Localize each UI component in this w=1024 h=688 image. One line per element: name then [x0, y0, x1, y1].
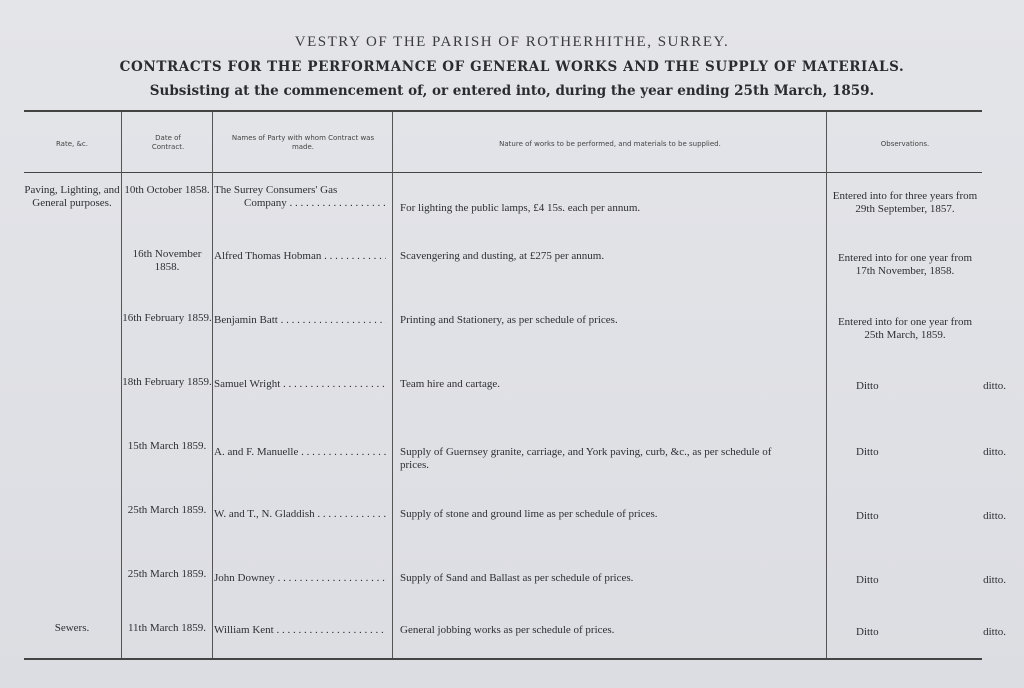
table-cell-rate: Sewers.: [54, 622, 90, 634]
name-line: John Downey: [214, 572, 275, 584]
ditto-text: ditto.: [983, 574, 1006, 586]
table-cell-date: 16th February 1859.: [122, 312, 212, 324]
table-cell-nature: Supply of stone and ground lime as per schedule of prices.: [400, 508, 658, 520]
table-cell-date: 10th October 1858.: [124, 184, 210, 196]
table-cell-nature: Supply of Guernsey granite, carriage, and York paving, curb, &c., as per schedule of prices.: [400, 446, 772, 471]
header-bottom-rule: [24, 172, 982, 173]
table-cell-nature: For lighting the public lamps, £4 15s. each per annum.: [400, 202, 641, 214]
column-header-names: Names of Party with whom Contract was made.: [231, 134, 375, 151]
document-subsisting-line: Subsisting at the commencement of, or entered into, during the year ending 25th March, 1859.: [149, 83, 875, 99]
table-cell-date: 15th March 1859.: [127, 440, 207, 452]
column-header-nature: Nature of works to be performed, and materials to be supplied.: [499, 140, 721, 148]
table-cell-name: [214, 624, 386, 637]
table-cell-date: 16th November 1858.: [132, 248, 202, 273]
ditto-text: Ditto: [856, 380, 879, 392]
table-cell-observations: [830, 626, 1024, 639]
ditto-text: Ditto: [856, 574, 879, 586]
table-cell-name: [214, 314, 386, 327]
table-cell-date: 18th February 1859.: [122, 376, 212, 388]
table-cell-rate: Paving, Lighting, and General purposes.: [24, 184, 120, 209]
table-cell-name: [214, 446, 386, 459]
name-line: A. and F. Manuelle: [214, 446, 299, 458]
table-cell-observations: [830, 574, 1024, 587]
column-divider: [826, 112, 827, 658]
ditto-text: Ditto: [856, 626, 879, 638]
table-cell-nature: Printing and Stationery, as per schedule of prices.: [400, 314, 618, 326]
ditto-text: ditto.: [983, 510, 1006, 522]
name-line: Benjamin Batt: [214, 314, 278, 326]
ditto-text: ditto.: [983, 626, 1006, 638]
table-cell-date: 25th March 1859.: [127, 568, 207, 580]
ditto-text: Ditto: [856, 510, 879, 522]
name-line: W. and T., N. Gladdish: [214, 508, 315, 520]
table-cell-observations: [830, 446, 1024, 459]
table-cell-nature: Scavengering and dusting, at £275 per annum.: [400, 250, 605, 262]
name-line: Samuel Wright: [214, 378, 281, 390]
table-cell-name: [214, 378, 386, 391]
name-line: Company: [244, 197, 287, 209]
column-header-rate: Rate, &c.: [55, 140, 89, 148]
column-header-date: Date of Contract.: [151, 134, 185, 151]
table-cell-observations: Entered into for three years from 29th September, 1857.: [832, 190, 978, 215]
table-cell-name: [214, 508, 386, 521]
name-line: Alfred Thomas Hobman: [214, 250, 322, 262]
table-bottom-rule: [24, 658, 982, 660]
ditto-text: ditto.: [983, 380, 1006, 392]
document-subtitle: CONTRACTS FOR THE PERFORMANCE OF GENERAL WORKS AND THE SUPPLY OF MATERIALS.: [119, 59, 905, 75]
table-cell-observations: Entered into for one year from 17th November, 1858.: [837, 252, 973, 277]
table-cell-nature: General jobbing works as per schedule of prices.: [400, 624, 615, 636]
table-cell-date: 25th March 1859.: [127, 504, 207, 516]
table-cell-name: [214, 250, 386, 263]
name-line: The Surrey Consumers' Gas: [214, 184, 338, 196]
column-divider: [392, 112, 393, 658]
column-divider: [212, 112, 213, 658]
table-cell-name: [214, 572, 386, 585]
table-cell-nature: Supply of Sand and Ballast as per schedule of prices.: [400, 572, 634, 584]
table-cell-name: [214, 184, 386, 210]
table-cell-observations: [830, 380, 1024, 393]
ditto-text: Ditto: [856, 446, 879, 458]
table-cell-observations: Entered into for one year from 25th March, 1859.: [837, 316, 973, 341]
column-header-observations: Observations.: [880, 140, 930, 148]
ditto-text: ditto.: [983, 446, 1006, 458]
table-cell-nature: Team hire and cartage.: [400, 378, 501, 390]
name-line: William Kent: [214, 624, 274, 636]
table-top-rule: [24, 110, 982, 112]
table-cell-observations: [830, 510, 1024, 523]
document-title: VESTRY OF THE PARISH OF ROTHERHITHE, SURREY.: [294, 34, 730, 50]
table-cell-date: 11th March 1859.: [127, 622, 207, 634]
